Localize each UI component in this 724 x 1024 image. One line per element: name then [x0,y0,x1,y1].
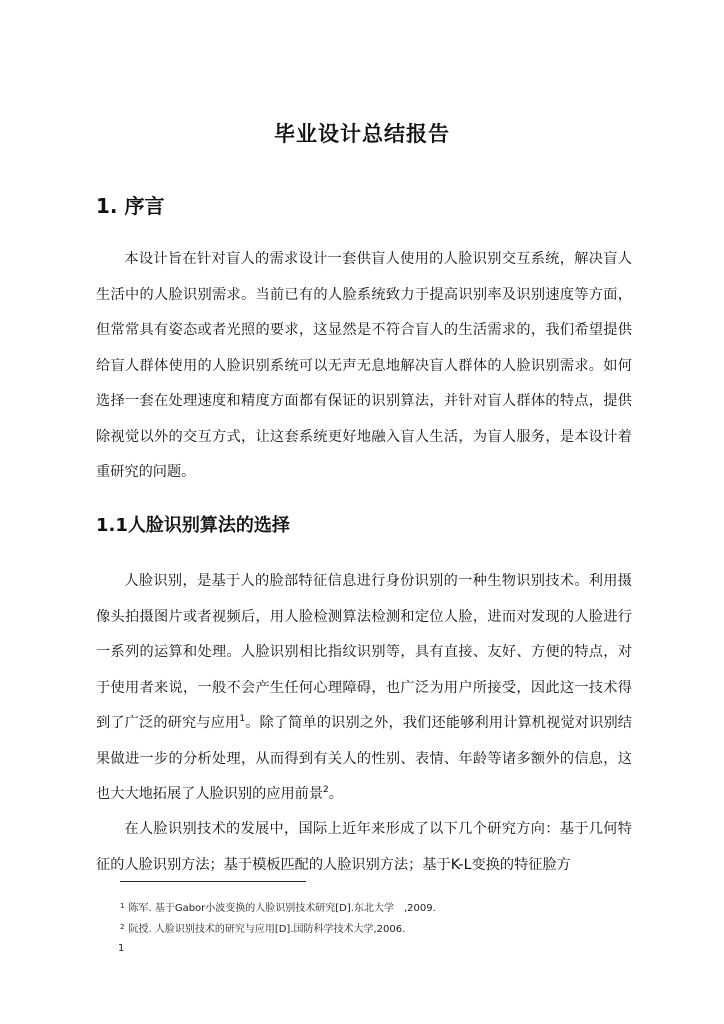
footnote-1 [120,899,436,914]
preface-paragraph: 本设计旨在针对盲人的需求设计一套供盲人使用的人脸识别交互系统，解决盲人生活中的人脸识别需求。当前已有的人脸系统致力于提高识别率及识别速度等方面，但常常具有姿态或者光照的要求，这显然是不符合盲人的生活需求的，我们希望提供给盲人群体使用的人脸识别系统可以无声无息地解决盲人群体的人脸识别需求。如何选择一套在处理速度和精度方面都有保证的识别算法，并针对盲人群体的特点，提供除视觉以外的交互方式，让这套系统更好地融入盲人生活，为盲人服务，是本设计着重研究的问题。 [96,251,632,480]
footnote-ref-2[interactable]: 2 [323,785,329,795]
footnote-2 [120,920,405,935]
section-heading-preface: 1. 序言 [96,194,165,218]
paragraph-text: 。除了简单的识别之外，我们还能够利用计算机视觉对识别结果做进一步的分析处理，从而得到有关人的性别、表情、年龄等诸多额外的信息，这也大大地拓展了人脸识别的应用前景 [96,715,632,802]
paragraph-text: 。 [328,786,343,802]
footnote-divider [120,881,306,882]
algorithm-paragraph-2: 在人脸识别技术的发展中，国际上近年来形成了以下几个研究方向：基于几何特征的人脸识别方法；基于模板匹配的人脸识别方法；基于K-L变换的特征脸方 [96,821,632,873]
footnote-text: 陈军. 基于Gabor小波变换的人脸识别技术研究[D].东北大学 ,2009. [128,903,436,914]
footnote-number: 2 [120,923,125,931]
footnote-text: 阮授. 人脸识别技术的研究与应用[D].国防科学技术大学,2006. [128,924,406,935]
section-heading-algorithm-selection: 1.1人脸识别算法的选择 [96,515,290,536]
paragraph-text: 人脸识别，是基于人的脸部特征信息进行身份识别的一种生物识别技术。利用摄像头拍摄图片或者视频后，用人脸检测算法检测和定位人脸，进而对发现的人脸进行一系列的运算和处理。人脸识别相比指纹识别等，具有直接、友好、方便的特点，对于使用者来说，一般不会产生任何心理障碍，也广泛为用户所接受，因此这一技术得到了广泛的研究与应用 [96,573,632,731]
footnote-number: 1 [120,902,125,910]
footnote-ref-1[interactable]: 1 [239,714,246,724]
document-title: 毕业设计总结报告 [274,122,450,146]
algorithm-paragraph-1 [96,564,632,813]
page-number: 1 [118,943,125,954]
